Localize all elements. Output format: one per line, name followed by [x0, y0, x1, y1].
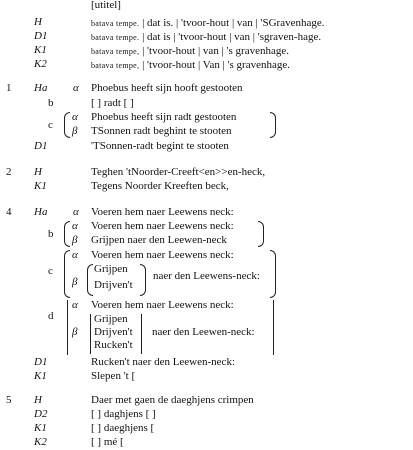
siglum-k1: K1	[34, 370, 47, 382]
variant-label-b: b	[48, 228, 54, 240]
right-brace	[270, 112, 276, 138]
right-bar	[141, 314, 142, 354]
verse-text: [ ] mé [	[91, 436, 124, 448]
verse-text: TSonnen radt beghint te stooten	[91, 125, 232, 137]
siglum-d1: D1	[34, 30, 48, 42]
variant-label-d: d	[48, 310, 54, 322]
verse-text: Daer met gaen de daeghjens crimpen	[91, 394, 254, 406]
siglum-ha: Ha	[34, 206, 48, 218]
line-number-1: 1	[6, 82, 12, 94]
alpha-marker: α	[72, 299, 78, 311]
siglum-h: H	[34, 166, 42, 178]
beta-marker: β	[72, 326, 78, 338]
verse-text: [ ] daeghjens [	[91, 422, 155, 434]
siglum-k2: K2	[34, 436, 47, 448]
verse-text: [ ] radt [ ]	[91, 97, 134, 109]
verse-text: Voeren hem naer Leewens neck:	[91, 220, 234, 232]
right-brace	[270, 250, 276, 298]
right-brace	[140, 264, 146, 296]
left-brace	[64, 250, 70, 298]
siglum-d2: D2	[34, 408, 48, 420]
title-line-k2: batava tempe, | 'tvoor-hout | Van | 's gravenhage.	[91, 59, 290, 71]
alpha-marker: α	[73, 82, 79, 94]
utitel-heading: [utitel]	[91, 0, 121, 11]
variant-label-c: c	[48, 265, 53, 277]
verse-text: Phoebus heeft sijn hooft gestooten	[91, 82, 243, 94]
beta-marker: β	[72, 276, 78, 288]
beta-marker: β	[72, 125, 78, 137]
siglum-k1: K1	[34, 422, 47, 434]
line-number-2: 2	[6, 166, 12, 178]
left-brace	[64, 112, 70, 138]
alpha-marker: α	[73, 206, 79, 218]
alpha-marker: α	[72, 249, 78, 261]
alpha-marker: α	[72, 220, 78, 232]
siglum-k2: K2	[34, 58, 47, 70]
siglum-d1: D1	[34, 356, 48, 368]
title-line-h: batava tempe. | dat is. | 'tvoor-hout | van | 'SGravenhage.	[91, 17, 325, 29]
right-brace	[258, 221, 264, 247]
verse-text: Teghen 'tNoorder-Creeft<en>>en-heck,	[91, 166, 266, 178]
verse-text: Voeren hem naer Leewens neck:	[91, 206, 234, 218]
verse-text: naer den Leewens-neck:	[153, 270, 260, 282]
siglum-k1: K1	[34, 44, 47, 56]
left-bar	[67, 300, 68, 355]
verse-text: Phoebus heeft sijn radt gestooten	[91, 111, 237, 123]
variant-label-b: b	[48, 97, 54, 109]
verse-text: [ ] daghjens [ ]	[91, 408, 156, 420]
variant-label-c: c	[48, 119, 53, 131]
alpha-marker: α	[72, 111, 78, 123]
option-text: Rucken't	[94, 339, 133, 351]
left-brace	[64, 221, 70, 247]
verse-text: Tegens Noorder Kreeften beck,	[91, 180, 229, 192]
verse-text: naer den Leewen-neck:	[152, 326, 255, 338]
siglum-h: H	[34, 16, 42, 28]
siglum-h: H	[34, 394, 42, 406]
verse-text: 'TSonnen-radt begint te stooten	[91, 140, 229, 152]
option-text: Grijpen	[94, 313, 128, 325]
title-line-d1: batava tempe. | dat is | 'tvoor-hout | van | 'sgraven-hage.	[91, 31, 322, 43]
verse-text: Voeren hem naer Leewens neck:	[91, 249, 234, 261]
verse-text: Voeren hem naer Leewens neck:	[91, 299, 234, 311]
beta-marker: β	[72, 234, 78, 246]
siglum-ha: Ha	[34, 82, 48, 94]
line-number-4: 4	[6, 206, 12, 218]
option-text: Grijpen	[94, 263, 128, 275]
right-bar	[273, 300, 274, 355]
option-text: Drijven't	[94, 326, 133, 338]
left-bar	[90, 314, 91, 354]
siglum-d1: D1	[34, 140, 48, 152]
left-brace	[87, 264, 93, 296]
verse-text: Grijpen naer den Leewen-neck	[91, 234, 227, 246]
verse-text: Rucken't naer den Leewen-neck:	[91, 356, 235, 368]
title-line-k1: batava tempe, | 'tvoor-hout | van | 's gravenhage.	[91, 45, 289, 57]
option-text: Drijven't	[94, 279, 133, 291]
siglum-k1: K1	[34, 180, 47, 192]
verse-text: Slepen 't [	[91, 370, 136, 382]
line-number-5: 5	[6, 394, 12, 406]
